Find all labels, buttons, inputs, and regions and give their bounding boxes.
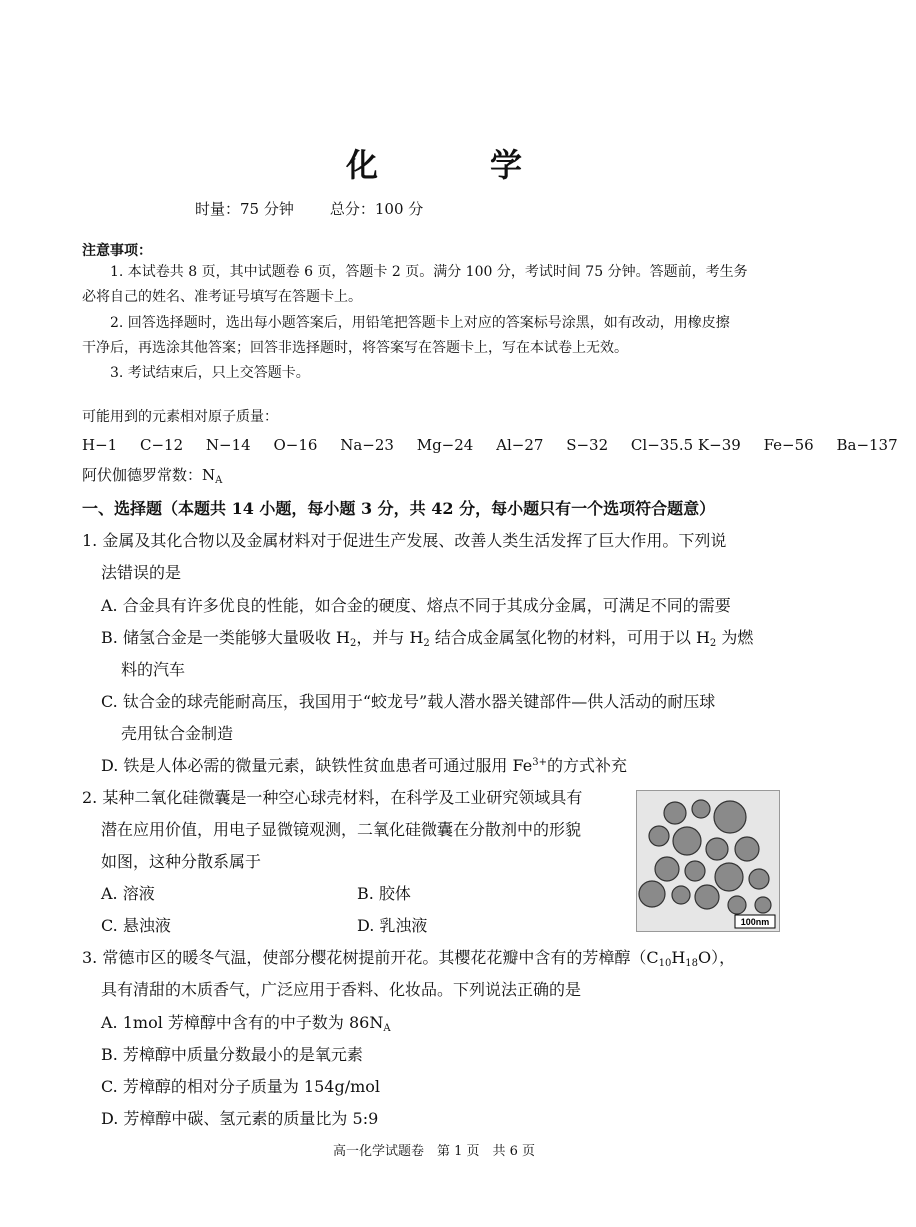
q2-stem-3: 如图，这种分散系属于 bbox=[101, 852, 262, 871]
atomic-mass: S−32 bbox=[566, 436, 609, 454]
q2-stem-1: 2. 某种二氧化硅微囊是一种空心球壳材料，在科学及工业研究领域具有 bbox=[82, 788, 583, 807]
section-heading: 一、选择题（本题共 14 小题，每小题 3 分，共 42 分，每小题只有一个选项符合题意） bbox=[82, 499, 716, 518]
q3-stem-1: 3. 常德市区的暖冬气温，使部分樱花树提前开花。其樱花花瓣中含有的芳樟醇$(C_{10}H_{18}O)$， bbox=[82, 948, 736, 969]
page-footer: 高一化学试题卷 第 1 页 共 6 页 bbox=[332, 1144, 536, 1159]
q3-option-b: B. 芳樟醇中质量分数最小的是氧元素 bbox=[101, 1045, 363, 1064]
avogadro-constant: 阿伏伽德罗常数：$N_A$ bbox=[82, 466, 223, 486]
q2-option-c: C. 悬浊液 bbox=[101, 916, 171, 935]
q3-stem-2: 具有清甜的木质香气，广泛应用于香料、化妆品。下列说法正确的是 bbox=[101, 980, 582, 999]
atomic-mass: O−16 bbox=[273, 436, 318, 454]
q1-option-c-cont: 壳用钛合金制造 bbox=[121, 724, 234, 743]
exam-meta bbox=[195, 198, 423, 219]
q1-stem-2: 法错误的是 bbox=[101, 563, 182, 582]
atomic-mass: Cl−35.5 K−39 bbox=[630, 436, 741, 454]
q3-option-a: A. 1mol 芳樟醇中含有的中子数为 $86N_A$ bbox=[101, 1013, 391, 1034]
notice-line-2: 必将自己的姓名、准考证号填写在答题卡上。 bbox=[82, 289, 362, 305]
q1-option-b: B. 储氢合金是一类能够大量吸收 $H_2$，并与 $H_2$ 结合成金属氢化物的材料，可用于以 $H_2$ 为燃 bbox=[101, 628, 754, 649]
atomic-mass: Ba−137 bbox=[836, 436, 898, 454]
atomic-mass: Al−27 bbox=[496, 436, 544, 454]
atomic-mass: Fe−56 bbox=[763, 436, 814, 454]
notice-line-1: 1. 本试卷共 8 页，其中试题卷 6 页，答题卡 2 页。满分 100 分，考试时间 75 分钟。答题前，考生务 bbox=[110, 264, 748, 280]
q1-option-c: C. 钛合金的球壳能耐高压，我国用于“蛟龙号”载人潜水器关键部件—供人活动的耐压球 bbox=[101, 692, 716, 711]
scale-bar-label: 100nm bbox=[740, 917, 770, 927]
q1-stem-1: 1. 金属及其化合物以及金属材料对于促进生产发展、改善人类生活发挥了巨大作用。下列说 bbox=[82, 531, 727, 550]
q3-option-c: C. 芳樟醇的相对分子质量为 154g/mol bbox=[101, 1077, 381, 1096]
atomic-masses-heading: 可能用到的元素相对原子质量： bbox=[82, 409, 278, 425]
notice-line-3: 2. 回答选择题时，选出每小题答案后，用铅笔把答题卡上对应的答案标号涂黑，如有改动，用橡皮擦 bbox=[110, 315, 730, 331]
micrograph-image bbox=[636, 790, 780, 932]
exam-score: 总分：100 分 bbox=[329, 200, 424, 218]
exam-time: 时量：75 分钟 bbox=[195, 200, 294, 218]
q1-option-a: A. 合金具有许多优良的性能，如合金的硬度、熔点不同于其成分金属，可满足不同的需要 bbox=[101, 596, 731, 615]
q2-stem-2: 潜在应用价值，用电子显微镜观测，二氧化硅微囊在分散剂中的形貌 bbox=[101, 820, 582, 839]
q1-option-d: D. 铁是人体必需的微量元素，缺铁性贫血患者可通过服用 $Fe^{3+}$的方式补充 bbox=[101, 756, 627, 775]
page-title: 化 学 bbox=[345, 146, 562, 184]
q3-option-d: D. 芳樟醇中碳、氢元素的质量比为 5:9 bbox=[101, 1109, 379, 1128]
atomic-mass: H−1 bbox=[82, 436, 118, 454]
notice-heading: 注意事项： bbox=[82, 243, 152, 259]
q2-option-d: D. 乳浊液 bbox=[357, 916, 428, 935]
notice-line-5: 3. 考试结束后，只上交答题卡。 bbox=[110, 365, 310, 381]
atomic-masses-list bbox=[82, 436, 916, 454]
microsphere-drawing bbox=[637, 791, 779, 931]
q2-option-a: A. 溶液 bbox=[101, 884, 155, 903]
q1-option-b-cont: 料的汽车 bbox=[121, 660, 186, 679]
atomic-mass: N−14 bbox=[205, 436, 251, 454]
q2-option-b: B. 胶体 bbox=[357, 884, 411, 903]
atomic-mass: C−12 bbox=[139, 436, 184, 454]
atomic-mass: Mg−24 bbox=[416, 436, 474, 454]
atomic-mass: Na−23 bbox=[340, 436, 394, 454]
notice-line-4: 干净后，再选涂其他答案；回答非选择题时，将答案写在答题卡上，写在本试卷上无效。 bbox=[82, 340, 628, 356]
